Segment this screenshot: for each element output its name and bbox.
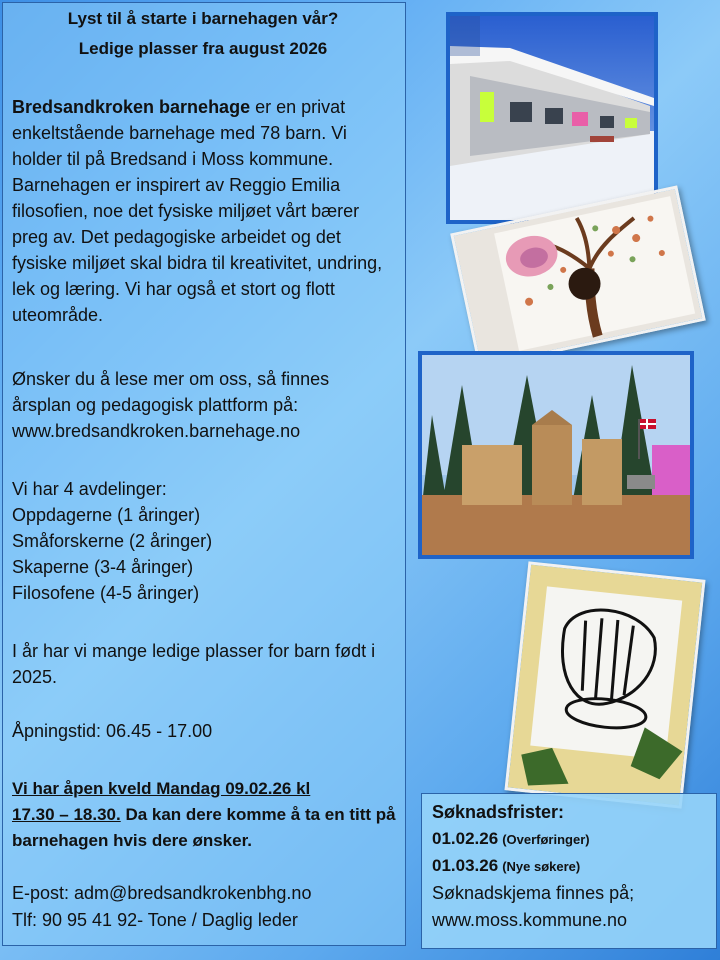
opening-hours: Åpningstid: 06.45 - 17.00 xyxy=(12,721,213,741)
department-item: Småforskerne (2 åringer) xyxy=(12,531,213,551)
phone-line: Tlf: 90 95 41 92- Tone / Daglig leder xyxy=(12,910,298,930)
deadline-note: (Overføringer) xyxy=(502,832,590,847)
department-item: Oppdagerne (1 åringer) xyxy=(12,505,201,525)
department-item: Filosofene (4-5 åringer) xyxy=(12,583,200,603)
more-info-line-1: Ønsker du å lese mer om oss, så finnes xyxy=(12,369,330,389)
playground-photo xyxy=(418,351,694,559)
deadline-item xyxy=(432,853,716,880)
departments-list xyxy=(12,476,400,606)
departments-heading: Vi har 4 avdelinger: xyxy=(12,479,167,499)
deadline-item xyxy=(432,826,716,853)
deadline-date: 01.03.26 xyxy=(432,856,499,875)
more-info-line-2: årsplan og pedagogisk plattform på: xyxy=(12,395,299,415)
vacancies-paragraph: I år har vi mange ledige plasser for barn født i 2025. xyxy=(12,641,376,687)
open-evening-date: Vi har åpen kveld Mandag 09.02.26 kl xyxy=(12,779,311,798)
deadline-date: 01.02.26 xyxy=(432,829,499,848)
website-link[interactable]: www.bredsandkroken.barnehage.no xyxy=(12,421,301,441)
intro-paragraph xyxy=(12,94,400,328)
deadline-note: (Nye søkere) xyxy=(502,859,581,874)
kindergarten-name: Bredsandkroken barnehage xyxy=(12,97,251,117)
building-photo xyxy=(446,12,658,224)
open-evening-text: Da kan dere komme å ta en titt på barnehagen hvis dere ønsker. xyxy=(12,805,396,850)
contact-info xyxy=(12,880,402,934)
application-form-link[interactable]: www.moss.kommune.no xyxy=(432,910,628,930)
department-item: Skaperne (3-4 åringer) xyxy=(12,557,194,577)
headline-line-2: Ledige plasser fra august 2026 xyxy=(78,39,328,58)
intro-text: er en privat enkeltstående barnehage med 78 barn. Vi holder til på Bredsand i Moss kommune. Barnehagen er inspirert av Reggio Emilia filosofien, noe det fysiske miljøet vårt bærer preg av. Det pedagogiske arbeidet og det fysiske miljøet skal bidra til kreativitet, undring, lek og læring. Vi har også et stort og flott uteområde. xyxy=(12,97,383,325)
application-form-line: Søknadskjema finnes på; xyxy=(432,883,635,903)
application-deadlines-box xyxy=(421,793,717,949)
more-info-paragraph xyxy=(12,366,400,444)
email-line[interactable]: E-post: adm@bredsandkrokenbhg.no xyxy=(12,883,312,903)
headline-line-1: Lyst til å starte i barnehagen vår? xyxy=(67,9,339,28)
drawing-photo xyxy=(504,561,705,808)
open-evening-time: 17.30 – 18.30. xyxy=(12,805,121,824)
open-evening-notice xyxy=(12,776,402,854)
deadlines-heading: Søknadsfrister: xyxy=(432,802,565,822)
